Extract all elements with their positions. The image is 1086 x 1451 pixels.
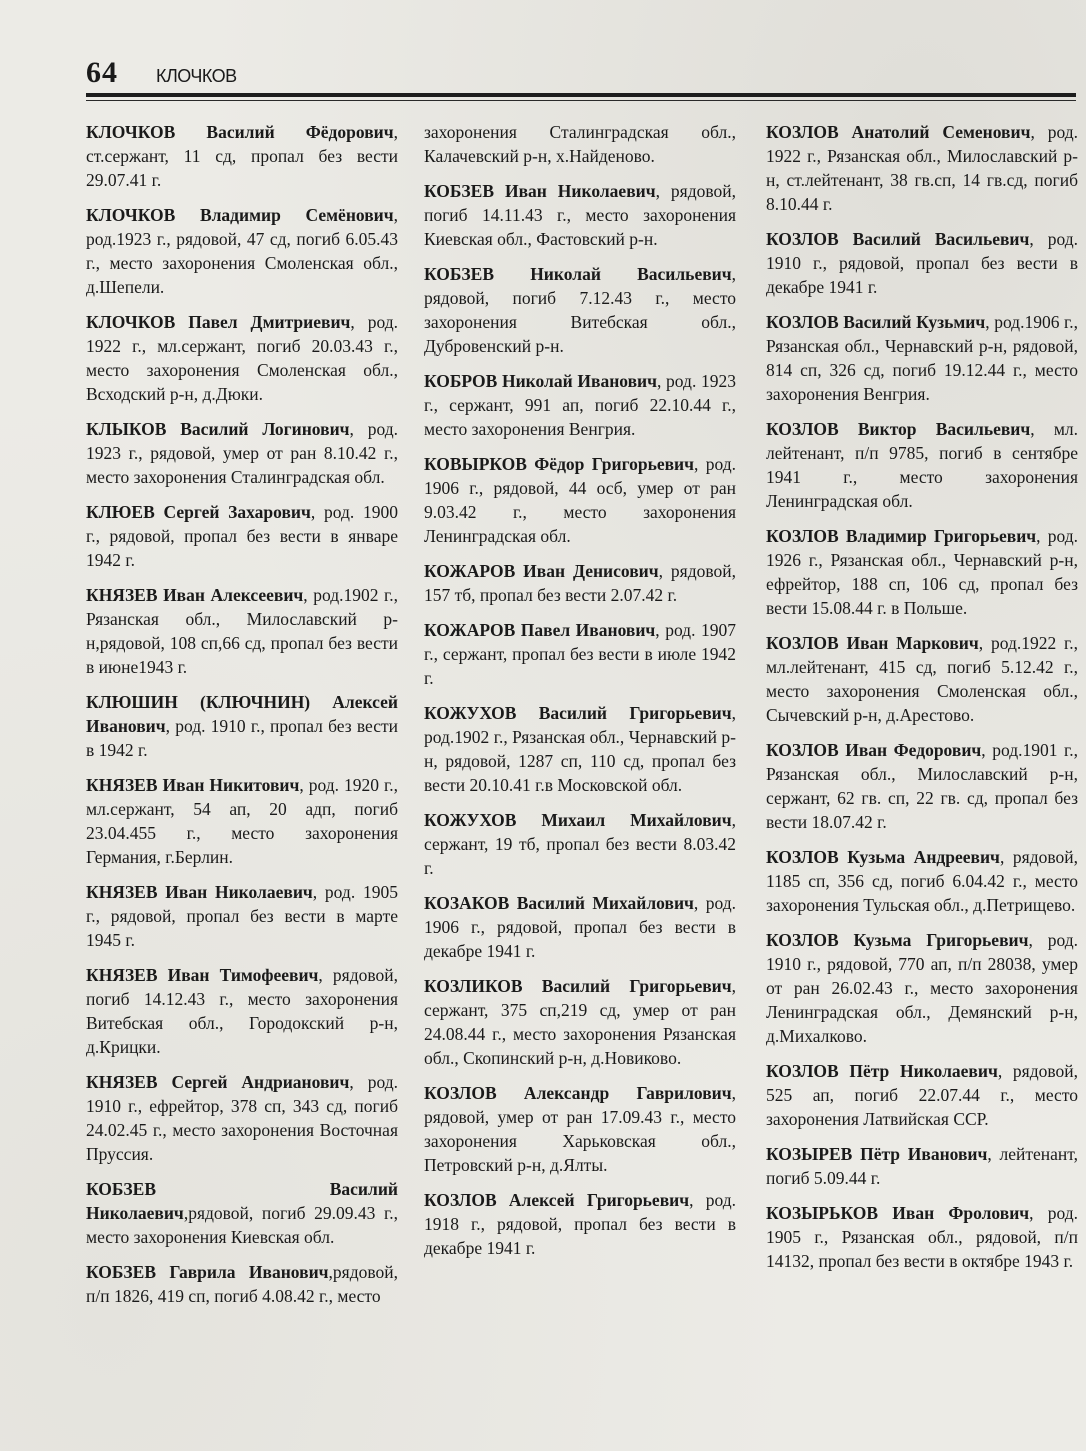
entry-name: КОЗЛОВ Владимир Григорьевич — [766, 526, 1037, 546]
entry-name: КОЖАРОВ Павел Иванович — [424, 620, 656, 640]
entry-name: КОЗАКОВ Василий Михайлович — [424, 893, 694, 913]
register-entry — [424, 808, 736, 880]
entry-name: КОЖАРОВ Иван Денисович — [424, 561, 659, 581]
register-entry — [424, 1081, 736, 1177]
entry-name: КОБЗЕВ Николай Васильевич — [424, 264, 732, 284]
register-entry — [86, 310, 398, 406]
register-entry — [766, 1201, 1078, 1273]
entry-details: , рядовой, погиб 7.12.43 г., место захоронения Витебская обл., Дубровенский р-н. — [424, 264, 736, 356]
entry-details: , сержант, 19 тб, пропал без вести 8.03.42 г. — [424, 810, 736, 878]
running-head: КЛОЧКОВ — [156, 66, 237, 86]
text-column-1 — [86, 120, 398, 1319]
entry-details: , рядовой, погиб 14.12.43 г., место захоронения Витебская обл., Городокский р-н, д.Крицки. — [86, 965, 398, 1057]
entry-details: , род. 1906 г., рядовой, пропал без вести в декабре 1941 г. — [424, 893, 736, 961]
entry-details: , рядовой, умер от ран 17.09.43 г., место захоронения Харьковская обл., Петровский р-н, д.Ялты. — [424, 1083, 736, 1175]
register-entry — [766, 928, 1078, 1048]
entry-name: КОЗЛОВ Анатолий Семенович — [766, 122, 1031, 142]
entry-details: , род. 1906 г., рядовой, 44 осб, умер от ран 9.03.42 г., место захоронения Ленинградская обл. — [424, 454, 736, 546]
register-entry — [86, 880, 398, 952]
register-entry — [766, 738, 1078, 834]
entry-details: , род. 1918 г., рядовой, пропал без вести в декабре 1941 г. — [424, 1190, 736, 1258]
register-entry — [424, 369, 736, 441]
entry-details: , рядовой, 157 тб, пропал без вести 2.07.42 г. — [424, 561, 736, 605]
entry-name: КЛЫКОВ Василий Логинович — [86, 419, 350, 439]
register-entry — [766, 631, 1078, 727]
register-entry — [424, 1188, 736, 1260]
entry-name: КОЖУХОВ Михаил Михайлович — [424, 810, 732, 830]
entry-details: , род. 1926 г., Рязанская обл., Чернавский р-н, ефрейтор, 188 сп, 106 сд, пропал без вести 15.08.44 г. в Польше. — [766, 526, 1078, 618]
register-entry — [424, 559, 736, 607]
register-entry — [766, 1142, 1078, 1190]
register-entry — [424, 618, 736, 690]
entry-name: КЛЮШИН (КЛЮЧНИН) Алексей Иванович — [86, 692, 398, 736]
entry-name: КОЗЛОВ Пётр Николаевич — [766, 1061, 998, 1081]
entry-name: КНЯЗЕВ Иван Тимофеевич — [86, 965, 319, 985]
entry-details: , род.1902 г., Рязанская обл., Чернавский р-н, рядовой, 1287 сп, 110 сд, пропал без вести 20.10.41 г.в Московской обл. — [424, 703, 736, 795]
entry-name: КОЗЛОВ Кузьма Григорьевич — [766, 930, 1029, 950]
entry-details: ,рядовой, погиб 29.09.43 г., место захоронения Киевская обл. — [86, 1203, 398, 1247]
register-entry — [424, 179, 736, 251]
register-entry — [86, 773, 398, 869]
register-entry — [86, 417, 398, 489]
entry-details: , род. 1920 г., мл.сержант, 54 ап, 20 адп, погиб 23.04.455 г., место захоронения Германия, г.Берлин. — [86, 775, 398, 867]
entry-name: КОБЗЕВ Василий Николаевич — [86, 1179, 398, 1223]
entry-name: КОЗЛОВ Виктор Васильевич — [766, 419, 1031, 439]
entry-details: , мл. лейтенант, п/п 9785, погиб в сентябре 1941 г., место захоронения Ленинградская обл. — [766, 419, 1078, 511]
entry-name: КОЖУХОВ Василий Григорьевич — [424, 703, 732, 723]
entry-details: , род. 1923 г., рядовой, умер от ран 8.10.42 г., место захоронения Сталинградская обл. — [86, 419, 398, 487]
register-entry — [424, 701, 736, 797]
entry-details: , ст.сержант, 11 сд, пропал без вести 29.07.41 г. — [86, 122, 398, 190]
entry-details: , род. 1905 г., Рязанская обл., рядовой, п/п 14132, пропал без вести в октябре 1943 г. — [766, 1203, 1078, 1271]
text-column-3 — [766, 120, 1078, 1284]
header-rule-thin — [86, 100, 1076, 101]
entry-details: , рядовой, 1185 сп, 356 сд, погиб 6.04.42 г., место захоронения Тульская обл., д.Петрищево. — [766, 847, 1078, 915]
entry-details: , род. 1907 г., сержант, пропал без вести в июле 1942 г. — [424, 620, 736, 688]
entry-name: КОЗЛОВ Александр Гаврилович — [424, 1083, 732, 1103]
register-entry — [766, 1059, 1078, 1131]
entry-details: захоронения Сталинградская обл., Калачевский р-н, х.Найденово. — [424, 122, 736, 166]
entry-name: КЛОЧКОВ Василий Фёдорович — [86, 122, 394, 142]
entry-details: , лейтенант, погиб 5.09.44 г. — [766, 1144, 1078, 1188]
register-entry — [766, 227, 1078, 299]
register-entry — [86, 963, 398, 1059]
entry-details: , род. 1910 г., рядовой, 770 ап, п/п 28038, умер от ран 26.02.43 г., место захоронения Ленинградская обл., Демянский р-н, д.Михалково. — [766, 930, 1078, 1046]
register-entry — [766, 120, 1078, 216]
entry-name: КОБЗЕВ Иван Николаевич — [424, 181, 656, 201]
header-rule-thick — [86, 93, 1076, 97]
entry-name: КЛЮЕВ Сергей Захарович — [86, 502, 311, 522]
register-entry — [86, 583, 398, 679]
entry-name: КОЗЛИКОВ Василий Григорьевич — [424, 976, 732, 996]
entry-name: КОЗЫРЬКОВ Иван Фролович — [766, 1203, 1030, 1223]
register-entry — [86, 1070, 398, 1166]
entry-details: , род.1923 г., рядовой, 47 сд, погиб 6.05.43 г., место захоронения Смоленская обл., д.Шепели. — [86, 205, 398, 297]
entry-name: КНЯЗЕВ Сергей Андрианович — [86, 1072, 350, 1092]
entry-name: КНЯЗЕВ Иван Алексеевич — [86, 585, 304, 605]
text-column-2 — [424, 120, 736, 1271]
entry-details: , сержант, 375 сп,219 сд, умер от ран 24.08.44 г., место захоронения Рязанская обл., Скопинский р-н, д.Новиково. — [424, 976, 736, 1068]
entry-name: КОЗЛОВ Василий Кузьмич — [766, 312, 986, 332]
entry-details: , род.1902 г., Рязанская обл., Милославский р-н,рядовой, 108 сп,66 сд, пропал без вести в июне1943 г. — [86, 585, 398, 677]
entry-details: , род. 1922 г., мл.сержант, погиб 20.03.43 г., место захоронения Смоленская обл., Всходский р-н, д.Дюки. — [86, 312, 398, 404]
entry-details: , род.1901 г., Рязанская обл., Милославский р-н, сержант, 62 гв. сп, 22 гв. сд, пропал без вести 18.07.42 г. — [766, 740, 1078, 832]
entry-details: , род.1922 г., мл.лейтенант, 415 сд, погиб 5.12.42 г., место захоронения Смоленская обл., Сычевский р-н, д.Арестово. — [766, 633, 1079, 725]
entry-name: КЛОЧКОВ Павел Дмитриевич — [86, 312, 351, 332]
entry-name: КОЗЛОВ Василий Васильевич — [766, 229, 1030, 249]
register-entry — [424, 891, 736, 963]
entry-name: КОБРОВ Николай Иванович — [424, 371, 657, 391]
register-entry — [766, 417, 1078, 513]
entry-name: КЛОЧКОВ Владимир Семёнович — [86, 205, 394, 225]
entry-name: КОЗЛОВ Алексей Григорьевич — [424, 1190, 690, 1210]
entry-details: , род. 1910 г., ефрейтор, 378 сп, 343 сд, погиб 24.02.45 г., место захоронения Восточная Пруссия. — [86, 1072, 398, 1164]
register-entry — [424, 974, 736, 1070]
entry-details: , рядовой, 525 ап, погиб 22.07.44 г., место захоронения Латвийская ССР. — [766, 1061, 1078, 1129]
register-entry — [86, 500, 398, 572]
entry-name: КНЯЗЕВ Иван Николаевич — [86, 882, 313, 902]
register-entry — [86, 203, 398, 299]
entry-details: , род. 1922 г., Рязанская обл., Милославский р-н, ст.лейтенант, 38 гв.сп, 14 гв.сд, погиб 8.10.44 г. — [766, 122, 1078, 214]
entry-name: КОЗЛОВ Иван Федорович — [766, 740, 982, 760]
register-entry — [86, 690, 398, 762]
entry-name: КОЗЫРЕВ Пётр Иванович — [766, 1144, 988, 1164]
register-entry — [424, 120, 736, 168]
register-entry — [424, 452, 736, 548]
entry-details: , род. 1923 г., сержант, 991 ап, погиб 22.10.44 г., место захоронения Венгрия. — [424, 371, 737, 439]
entry-details: , род. 1900 г., рядовой, пропал без вести в январе 1942 г. — [86, 502, 398, 570]
entry-name: КНЯЗЕВ Иван Никитович — [86, 775, 300, 795]
register-entry — [766, 524, 1078, 620]
register-entry — [424, 262, 736, 358]
entry-details: ,рядовой, п/п 1826, 419 сп, погиб 4.08.42 г., место — [86, 1262, 398, 1306]
register-entry — [86, 1260, 398, 1308]
entry-name: КОЗЛОВ Кузьма Андреевич — [766, 847, 1000, 867]
page-header — [86, 56, 1076, 96]
register-entry — [86, 120, 398, 192]
entry-details: , рядовой, погиб 14.11.43 г., место захоронения Киевская обл., Фастовский р-н. — [424, 181, 736, 249]
entry-details: , род. 1910 г., пропал без вести в 1942 г. — [86, 716, 398, 760]
register-entry — [86, 1177, 398, 1249]
page-number: 64 — [86, 56, 118, 89]
register-entry — [766, 845, 1078, 917]
entry-name: КОВЫРКОВ Фёдор Григорьевич — [424, 454, 695, 474]
entry-details: , род.1906 г., Рязанская обл., Чернавский р-н, рядовой, 814 сп, 326 сд, погиб 19.12.44 г., место захоронения Венгрия. — [766, 312, 1078, 404]
entry-name: КОБЗЕВ Гаврила Иванович — [86, 1262, 329, 1282]
entry-name: КОЗЛОВ Иван Маркович — [766, 633, 979, 653]
register-entry — [766, 310, 1078, 406]
entry-details: , род. 1905 г., рядовой, пропал без вести в марте 1945 г. — [86, 882, 398, 950]
entry-details: , род. 1910 г., рядовой, пропал без вести в декабре 1941 г. — [766, 229, 1078, 297]
